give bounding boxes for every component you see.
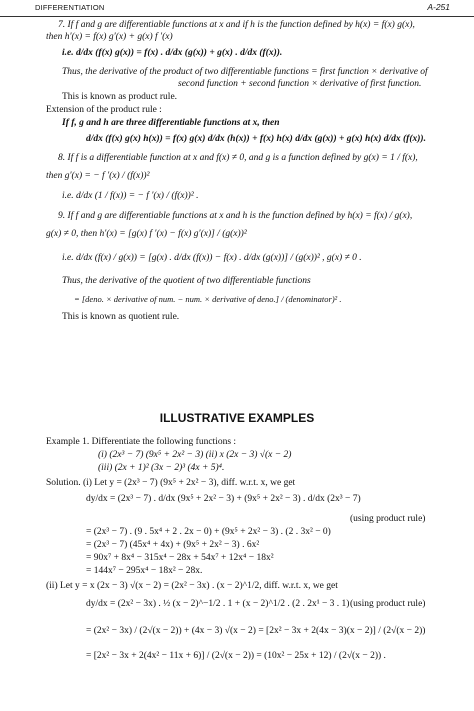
text-line: dy/dx = (2x³ − 7) . d/dx (9x⁵ + 2x² − 3) + (9x⁵ + 2x² − 3) . d/dx (2x³ − 7) — [86, 494, 361, 504]
text-line: Extension of the product rule : — [46, 105, 162, 115]
header-page-number: A-251 — [427, 2, 450, 12]
text-line: = 90x⁷ + 8x⁴ − 315x⁴ − 28x + 54x⁷ + 12x⁴ − 18x² — [86, 553, 274, 563]
text-line: This is known as quotient rule. — [62, 312, 180, 322]
header-chapter-title: DIFFERENTIATION — [35, 3, 105, 12]
text-line: g(x) ≠ 0, then h′(x) = [g(x) f ′(x) − f(x) g′(x)] / (g(x))² — [46, 229, 247, 239]
text-line: (using product rule) — [350, 599, 426, 609]
text-line: = 144x⁷ − 295x⁴ − 18x² − 28x. — [86, 566, 203, 576]
section-title: ILLUSTRATIVE EXAMPLES — [159, 411, 315, 425]
text-line: i.e. d/dx (1 / f(x)) = − f ′(x) / (f(x))² . — [62, 191, 199, 201]
text-line: (iii) (2x + 1)² (3x − 2)³ (4x + 5)⁴. — [98, 463, 225, 473]
text-line: Example 1. Differentiate the following functions : — [46, 437, 237, 447]
text-line: = (2x³ − 7) . (9 . 5x⁴ + 2 . 2x − 0) + (9x⁵ + 2x² − 3) . (2 . 3x² − 0) — [86, 527, 331, 537]
text-line: 9. If f and g are differentiable functions at x and h is the function defined by h(x) = f(x) / g(x), — [58, 211, 413, 221]
text-line: dy/dx = (2x² − 3x) . ½ (x − 2)^−1/2 . 1 + (x − 2)^1/2 . (2 . 2x¹ − 3 . 1) — [86, 599, 350, 609]
text-line: (i) (2x³ − 7) (9x⁵ + 2x² − 3) (ii) x (2x − 3) √(x − 2) — [98, 450, 292, 460]
text-line: 8. If f is a differentiable function at x and f(x) ≠ 0, and g is a function defined by g(x) = 1 / f(x), — [58, 153, 418, 163]
text-line: Thus, the derivative of the quotient of two differentiable functions — [62, 276, 311, 286]
text-line: (ii) Let y = x (2x − 3) √(x − 2) = (2x² − 3x) . (x − 2)^1/2, diff. w.r.t. x, we get — [46, 581, 338, 591]
text-line: d/dx (f(x) g(x) h(x)) = f(x) g(x) d/dx (h(x)) + f(x) h(x) d/dx (g(x)) + g(x) h(x) d/dx (f(x)). — [86, 134, 426, 144]
text-line: (using product rule) — [350, 514, 426, 524]
text-line: This is known as product rule. — [62, 92, 178, 102]
text-line: then h′(x) = f(x) g′(x) + g(x) f ′(x) — [46, 32, 173, 42]
text-line: = [deno. × derivative of num. − num. × derivative of deno.] / (denominator)² . — [74, 294, 342, 304]
text-line: Thus, the derivative of the product of two differentiable functions = first function × derivative of — [62, 67, 428, 77]
text-line: i.e. d/dx (f(x) / g(x)) = [g(x) . d/dx (f(x)) − f(x) . d/dx (g(x))] / (g(x))² , g(x) ≠ 0 . — [62, 253, 362, 263]
text-line: If f, g and h are three differentiable functions at x, then — [62, 118, 280, 128]
text-line: = (2x² − 3x) / (2√(x − 2)) + (4x − 3) √(x − 2) = [2x² − 3x + 2(4x − 3)(x − 2)] / (2√(x − 2)) — [86, 626, 426, 636]
text-line: 7. If f and g are differentiable functions at x and if h is the function defined by h(x) = f(x) g(x), — [58, 20, 415, 30]
text-line: Solution. (i) Let y = (2x³ − 7) (9x⁵ + 2x² − 3), diff. w.r.t. x, we get — [46, 478, 296, 488]
text-line: = (2x³ − 7) (45x⁴ + 4x) + (9x⁵ + 2x² − 3) . 6x² — [86, 540, 260, 550]
running-header — [0, 0, 474, 17]
text-line: i.e. d/dx (f(x) g(x)) = f(x) . d/dx (g(x)) + g(x) . d/dx (f(x)). — [62, 48, 283, 58]
text-line: second function + second function × derivative of first function. — [178, 79, 422, 89]
text-line: then g′(x) = − f ′(x) / (f(x))² — [46, 171, 150, 181]
text-line: = [2x² − 3x + 2(4x² − 11x + 6)] / (2√(x − 2)) = (10x² − 25x + 12) / (2√(x − 2)) . — [86, 651, 386, 661]
